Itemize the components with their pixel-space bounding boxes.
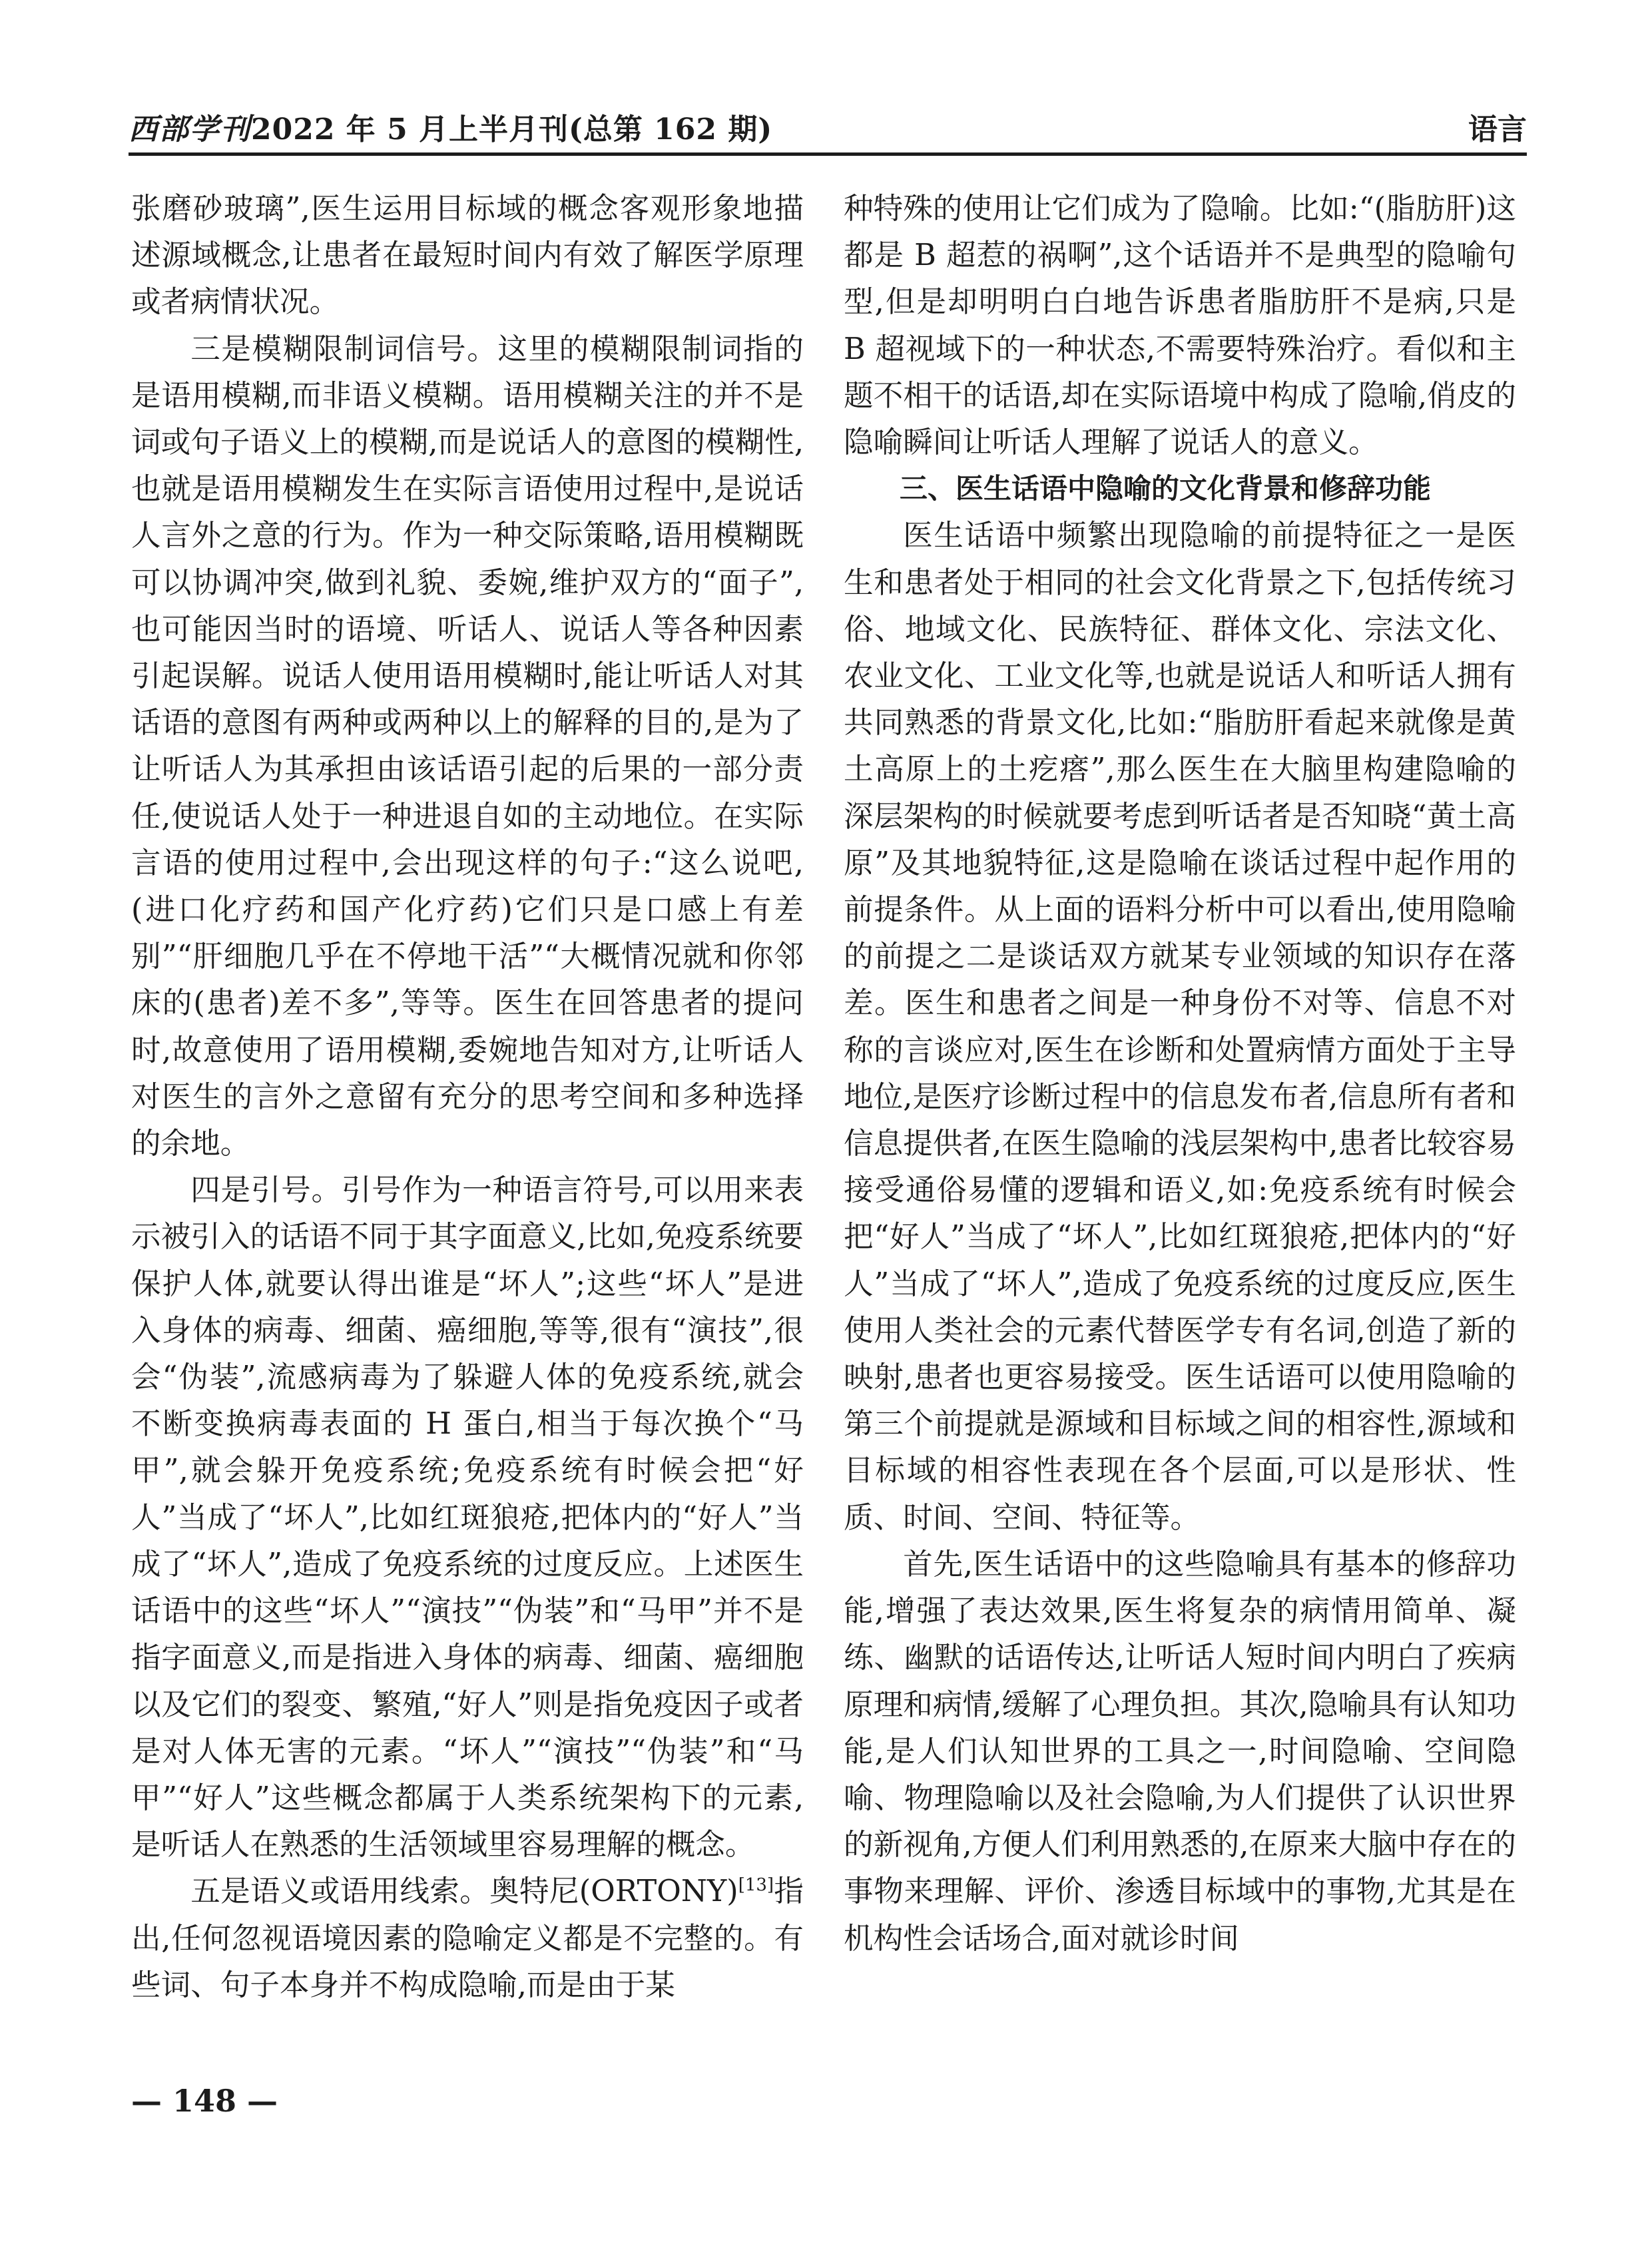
journal-issue: 2022 年 5 月上半月刊(总第 162 期) — [251, 113, 773, 146]
section-label: 语言 — [1468, 113, 1527, 146]
paragraph: 首先,医生话语中的这些隐喻具有基本的修辞功能,增强了表达效果,医生将复杂的病情用简单、凝练、幽默的话语传达,让听话人短时间内明白了疾病原理和病情,缓解了心理负担。其次,隐喻具有认知功能,是人们认知世界的工具之一,时间隐喻、空间隐喻、物理隐喻以及社会隐喻,为人们提供了认识世界的新视角,方便人们利用熟悉的,在原来大脑中存在的事物来理解、评价、渗透目标域中的事物,尤其是在机构性会话场合,面对就诊时间 — [844, 1546, 1516, 1956]
paragraph: 种特殊的使用让它们成为了隐喻。比如:“(脂肪肝)这都是 B 超惹的祸啊”,这个话语并不是典型的隐喻句型,但是却明明白白地告诉患者脂肪肝不是病,只是 B 超视域下的一种状态,不需要特殊治疗。看似和主题不相干的话语,却在实际语境中构成了隐喻,俏皮的隐喻瞬间让听话人理解了说话人的意义。 — [844, 191, 1516, 460]
paragraph: 医生话语中频繁出现隐喻的前提特征之一是医生和患者处于相同的社会文化背景之下,包括传统习俗、地域文化、民族特征、群体文化、宗法文化、农业文化、工业文化等,也就是说话人和听话人拥有共同熟悉的背景文化,比如:“脂肪肝看起来就像是黄土高原上的土疙瘩”,那么医生在大脑里构建隐喻的深层架构的时候就要考虑到听话者是否知晓“黄土高原”及其地貌特征,这是隐喻在谈话过程中起作用的前提条件。从上面的语料分析中可以看出,使用隐喻的前提之二是谈话双方就某专业领域的知识存在落差。医生和患者之间是一种身份不对等、信息不对称的言谈应对,医生在诊断和处置病情方面处于主导地位,是医疗诊断过程中的信息发布者,信息所有者和信息提供者,在医生隐喻的浅层架构中,患者比较容易接受通俗易懂的逻辑和语义,如:免疫系统有时候会把“好人”当成了“坏人”,比如红斑狼疮,把体内的“好人”当成了“坏人”,造成了免疫系统的过度反应,医生使用人类社会的元素代替医学专有名词,创造了新的映射,患者也更容易接受。医生话语可以使用隐喻的第三个前提就是源域和目标域之间的相容性,源域和目标域的相容性表现在各个层面,可以是形状、性质、时间、空间、特征等。 — [844, 518, 1516, 1535]
paragraph-text: 指出,任何忽视语境因素的隐喻定义都是不完整的。有些词、句子本身并不构成隐喻,而是由于某 — [131, 1874, 804, 2002]
header-rule — [129, 152, 1527, 156]
section-heading: 三、医生话语中隐喻的文化背景和修辞功能 — [900, 472, 1432, 505]
paragraph: 三是模糊限制词信号。这里的模糊限制词指的是语用模糊,而非语义模糊。语用模糊关注的并不是词或句子语义上的模糊,而是说话人的意图的模糊性,也就是语用模糊发生在实际言语使用过程中,是说话人言外之意的行为。作为一种交际策略,语用模糊既可以协调冲突,做到礼貌、委婉,维护双方的“面子”,也可能因当时的语境、听话人、说话人等各种因素引起误解。说话人使用语用模糊时,能让听话人对其话语的意图有两种或两种以上的解释的目的,是为了让听话人为其承担由该话语引起的后果的一部分责任,使说话人处于一种进退自如的主动地位。在实际言语的使用过程中,会出现这样的句子:“这么说吧,(进口化疗药和国产化疗药)它们只是口感上有差别”“肝细胞几乎在不停地干活”“大概情况就和你邻床的(患者)差不多”,等等。医生在回答患者的提问时,故意使用了语用模糊,委婉地告知对方,让听话人对医生的言外之意留有充分的思考空间和多种选择的余地。 — [131, 331, 804, 1161]
paragraph-text: 五是语义或语用线索。奥特尼(ORTONY) — [190, 1874, 738, 1909]
paragraph: 四是引号。引号作为一种语言符号,可以用来表示被引入的话语不同于其字面意义,比如,免疫系统要保护人体,就要认得出谁是“坏人”;这些“坏人”是进入身体的病毒、细菌、癌细胞,等等,很有“演技”,很会“伪装”,流感病毒为了躲避人体的免疫系统,就会不断变换病毒表面的 H 蛋白,相当于每次换个“马甲”,就会躲开免疫系统;免疫系统有时候会把“好人”当成了“坏人”,比如红斑狼疮,把体内的“好人”当成了“坏人”,造成了免疫系统的过度反应。上述医生话语中的这些“坏人”“演技”“伪装”和“马甲”并不是指字面意义,而是指进入身体的病毒、细菌、癌细胞以及它们的裂变、繁殖,“好人”则是指免疫因子或者是对人体无害的元素。“坏人”“演技”“伪装”和“马甲”“好人”这些概念都属于人类系统架构下的元素,是听话人在熟悉的生活领域里容易理解的概念。 — [131, 1173, 804, 1862]
journal-logo: 西部学刊 — [129, 113, 251, 146]
paragraph — [131, 1868, 804, 2008]
paragraph: 张磨砂玻璃”,医生运用目标域的概念客观形象地描述源域概念,让患者在最短时间内有效了解医学原理或者病情状况。 — [131, 191, 804, 320]
journal-info — [129, 110, 772, 150]
right-column — [844, 185, 1516, 1962]
page-number: — 148 — — [131, 2083, 278, 2119]
citation-ref: [13] — [738, 1875, 774, 1896]
running-header — [129, 110, 1527, 156]
left-column — [131, 185, 804, 2008]
